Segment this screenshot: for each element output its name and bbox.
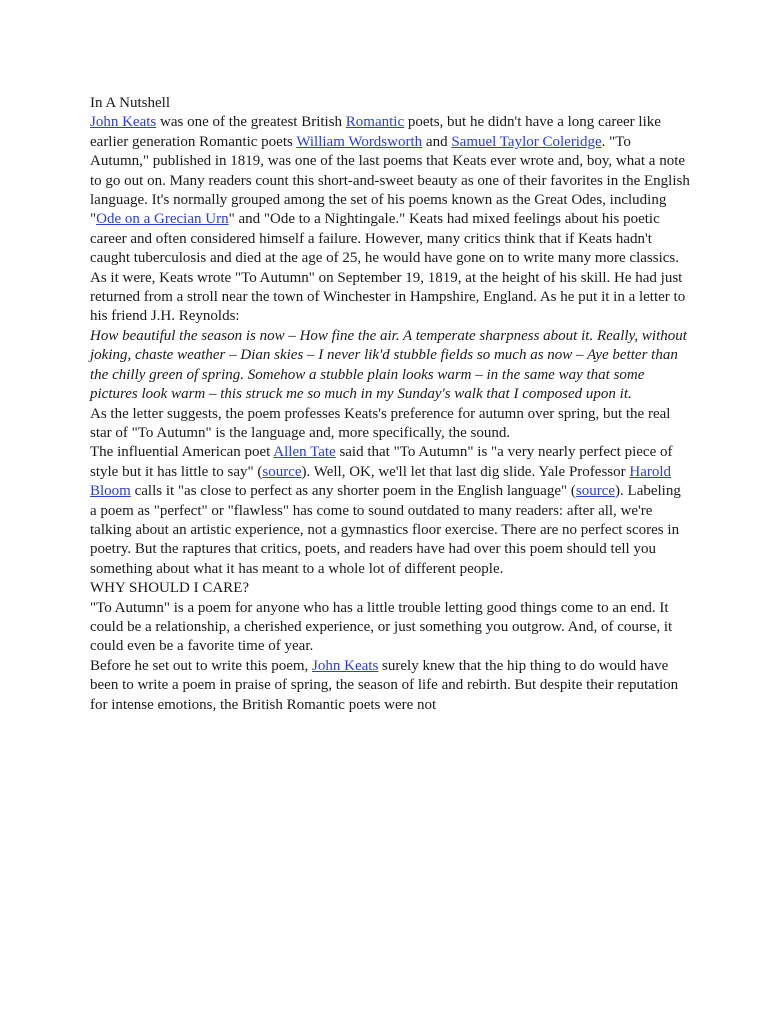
section-heading-nutshell: In A Nutshell: [90, 95, 171, 111]
link-william-wordsworth[interactable]: William Wordsworth: [296, 133, 423, 150]
text-run: . "To Autumn," published in 1819, was one of the last poems that Keats ever wrote and, boy, what a note to go out on. Many readers count this short-and-sweet beauty as one of their favorites in the English language. It's normally grouped among the set of his poems known as the Great Odes, including ": [90, 133, 690, 228]
link-harold-bloom[interactable]: Harold Bloom: [90, 463, 672, 500]
link-romantic[interactable]: Romantic: [345, 114, 405, 131]
link-ode-on-a-grecian-urn[interactable]: Ode on a Grecian Urn: [96, 211, 229, 228]
text-run: Before he set out to write this poem,: [90, 657, 313, 674]
text-run: The influential American poet: [90, 444, 274, 461]
text-run: surely knew that the hip thing to do would have been to write a poem in praise of spring, the season of life and rebirth. But despite their reputation for intense emotions, the British Romantic poets were not: [90, 657, 679, 713]
paragraph-care-2: [90, 657, 690, 715]
document-page: [90, 94, 690, 715]
text-run: " and "Ode to a Nightingale." Keats had mixed feelings about his poetic career and often considered himself a failure. However, many critics think that if Keats hadn't caught tuberculosis and died at the age of 25, he would have gone on to write many more classics.: [90, 211, 679, 267]
text-run: and: [422, 133, 452, 150]
section-heading-why-care: WHY SHOULD I CARE?: [90, 580, 250, 597]
paragraph-intro: [90, 113, 690, 268]
paragraph-care-1: "To Autumn" is a poem for anyone who has a little trouble letting good things come to an end. It could be a relationship, a cherished experience, or just something you outgrow. And, of course, it could even be a favorite time of year.: [90, 599, 673, 655]
text-run: said that "To Autumn" is "a very nearly perfect piece of style but it has little to say" (: [90, 444, 673, 480]
text-run: calls it "as close to perfect as any shorter poem in the English language" (: [130, 483, 576, 500]
text-run: poets, but he didn't have a long career like earlier generation Romantic poets: [90, 114, 661, 150]
paragraph-critics: [90, 443, 690, 579]
link-source-2[interactable]: source: [575, 483, 616, 500]
text-run: was one of the greatest British: [156, 114, 346, 131]
text-run: ). Well, OK, we'll let that last dig slide. Yale Professor: [301, 463, 630, 480]
letter-quote: How beautiful the season is now – How fine the air. A temperate sharpness about it. Really, without joking, chaste weather – Dian skies – I never lik'd stubble fields so much as now – Aye better than the chilly green of spring. Somehow a stubble plain looks warm – in the same way that some pictures look warm – this struck me so much in my Sunday's walk that I composed upon it.: [90, 327, 687, 403]
paragraph-letter-suggests: As the letter suggests, the poem professes Keats's preference for autumn over spring, but the real star of "To Autumn" is the language and, more specifically, the sound.: [90, 405, 671, 441]
link-samuel-taylor-coleridge[interactable]: Samuel Taylor Coleridge: [451, 133, 602, 150]
link-john-keats[interactable]: John Keats: [90, 114, 157, 131]
link-source-1[interactable]: source: [262, 463, 302, 480]
link-allen-tate[interactable]: Allen Tate: [273, 444, 336, 461]
text-run: ). Labeling a poem as "perfect" or "flawless" has come to sound outdated to many readers: after all, we're talking about an artistic experience, not a gymnastics floor exercise. There are no perfect scores in poetry. But the raptures that critics, poets, and readers have had over this poem should tell you something about what it has meant to a whole lot of different people.: [90, 483, 681, 577]
paragraph-letter-context: As it were, Keats wrote "To Autumn" on September 19, 1819, at the height of his skill. He had just returned from a stroll near the town of Winchester in Hampshire, England. As he put it in a letter to his friend J.H. Reynolds:: [90, 269, 686, 325]
link-john-keats-2[interactable]: John Keats: [312, 657, 379, 674]
